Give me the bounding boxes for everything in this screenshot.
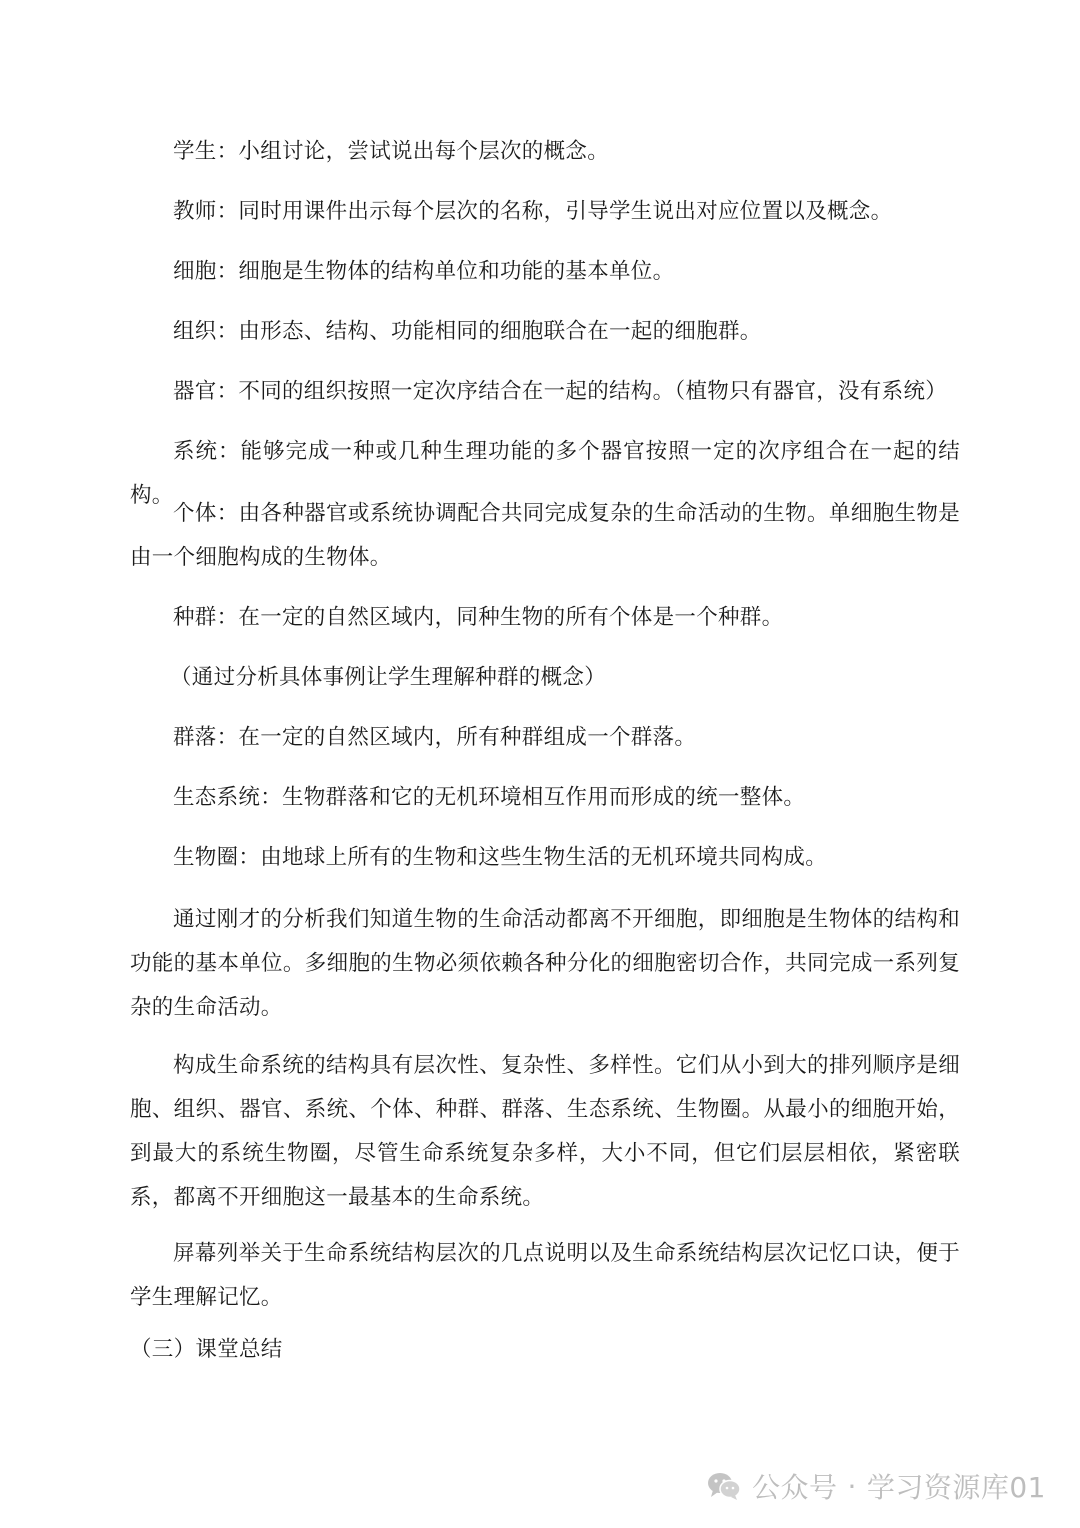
paragraph-student-discussion: 学生：小组讨论，尝试说出每个层次的概念。 [173,139,610,164]
section-heading-class-summary: （三）课堂总结 [130,1337,283,1362]
paragraph-ecosystem-definition: 生态系统：生物群落和它的无机环境相互作用而形成的统一整体。 [173,785,806,810]
paragraph-cell-definition: 细胞：细胞是生物体的结构单位和功能的基本单位。 [173,259,675,284]
watermark-separator: · [847,1469,857,1503]
paragraph-biosphere-definition: 生物圈：由地球上所有的生物和这些生物生活的无机环境共同构成。 [173,845,828,870]
paragraph-tissue-definition: 组织：由形态、结构、功能相同的细胞联合在一起的细胞群。 [173,319,762,344]
paragraph-organ-definition: 器官：不同的组织按照一定次序结合在一起的结构。（植物只有器官，没有系统） [173,379,948,404]
paragraph-life-system-structure: 构成生命系统的结构具有层次性、复杂性、多样性。它们从小到大的排列顺序是细胞、组织、器官、系统、个体、种群、群落、生态系统、生物圈。从最小的细胞开始，到最大的系统生物圈，尽管生命系统复杂多样，大小不同，但它们层层相依，紧密联系，都离不开细胞这一最基本的生命系统。 [130,1053,960,1210]
paragraph-individual-definition: 个体：由各种器官或系统协调配合共同完成复杂的生命活动的生物。单细胞生物是由一个细胞构成的生物体。 [130,501,960,570]
paragraph-population-note: （通过分析具体事例让学生理解种群的概念） [170,665,607,690]
paragraph-population-definition: 种群：在一定的自然区域内，同种生物的所有个体是一个种群。 [173,605,784,630]
watermark [706,1458,1046,1514]
wechat-icon [706,1471,742,1501]
paragraph-screen-explanation: 屏幕列举关于生命系统结构层次的几点说明以及生命系统结构层次记忆口诀，便于学生理解记忆。 [130,1241,960,1310]
watermark-account: 学习资源库01 [866,1471,1046,1504]
watermark-label: 公众号 [751,1471,838,1504]
paragraph-teacher-guidance: 教师：同时用课件出示每个层次的名称，引导学生说出对应位置以及概念。 [173,199,893,224]
paragraph-analysis-summary: 通过刚才的分析我们知道生物的生命活动都离不开细胞，即细胞是生物体的结构和功能的基本单位。多细胞的生物必须依赖各种分化的细胞密切合作，共同完成一系列复杂的生命活动。 [130,907,960,1020]
paragraph-community-definition: 群落：在一定的自然区域内，所有种群组成一个群落。 [173,725,697,750]
paragraph-system-definition: 系统：能够完成一种或几种生理功能的多个器官按照一定的次序组合在一起的结构。 [130,439,960,508]
